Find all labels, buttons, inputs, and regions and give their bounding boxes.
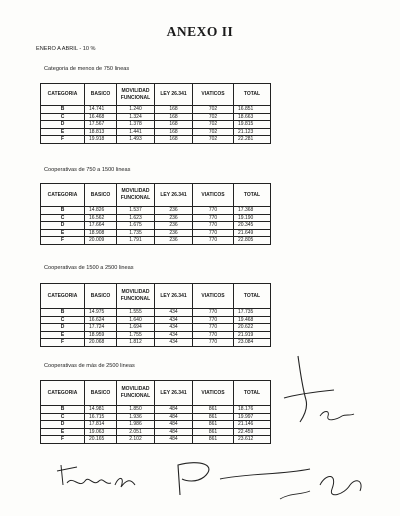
cell-movilidad: 1.735 [117,229,155,237]
cell-viaticos: 702 [193,136,234,144]
table-row [41,324,271,332]
table-row [41,436,271,444]
cell-ley: 434 [155,324,193,332]
cell-basico: 19.063 [85,428,117,436]
cell-viaticos: 770 [193,324,234,332]
cell-movilidad: 1.324 [117,113,155,121]
header-viaticos: VIATICOS [193,284,234,309]
cell-total: 22.459 [234,428,271,436]
header-movilidad: MOVILIDAD FUNCIONAL [117,184,155,207]
section-title: Cooperativas de 750 a 1500 lineas [44,167,131,173]
table-row [41,106,271,114]
cell-categoria: E [41,428,85,436]
cell-movilidad: 1.640 [117,316,155,324]
cell-movilidad: 1.791 [117,237,155,245]
header-ley: LEY 26.341 [155,284,193,309]
header-total: TOTAL [234,84,271,106]
cell-ley: 236 [155,214,193,222]
cell-total: 19.997 [234,413,271,421]
cell-movilidad: 1.755 [117,331,155,339]
cell-basico: 17.814 [85,421,117,429]
cell-categoria: C [41,316,85,324]
cell-ley: 236 [155,222,193,230]
cell-basico: 18.908 [85,229,117,237]
header-movilidad: MOVILIDAD FUNCIONAL [117,284,155,309]
header-categoria: CATEGORIA [41,184,85,207]
cell-movilidad: 1.986 [117,421,155,429]
period-subtitle: ENERO A ABRIL - 10 % [36,46,96,52]
cell-categoria: F [41,136,85,144]
cell-basico: 19.918 [85,136,117,144]
salary-table [40,380,271,444]
cell-movilidad: 1.675 [117,222,155,230]
cell-total: 19.815 [234,121,271,129]
cell-categoria: E [41,128,85,136]
cell-basico: 16.624 [85,316,117,324]
cell-total: 21.146 [234,421,271,429]
cell-categoria: B [41,207,85,215]
section-title: Categoria de menos de 750 lineas [44,66,130,72]
cell-ley: 434 [155,309,193,317]
cell-categoria: D [41,324,85,332]
cell-total: 18.663 [234,113,271,121]
cell-basico: 18.959 [85,331,117,339]
cell-movilidad: 1.694 [117,324,155,332]
header-total: TOTAL [234,284,271,309]
cell-basico: 20.165 [85,436,117,444]
cell-categoria: F [41,237,85,245]
header-ley: LEY 26.341 [155,381,193,406]
cell-ley: 484 [155,428,193,436]
cell-categoria: F [41,339,85,347]
cell-ley: 236 [155,207,193,215]
cell-movilidad: 2.102 [117,436,155,444]
cell-categoria: D [41,121,85,129]
cell-movilidad: 1.555 [117,309,155,317]
cell-basico: 17.724 [85,324,117,332]
cell-ley: 434 [155,331,193,339]
cell-basico: 16.468 [85,113,117,121]
cell-viaticos: 770 [193,214,234,222]
cell-total: 20.622 [234,324,271,332]
table-row [41,339,271,347]
cell-viaticos: 770 [193,207,234,215]
cell-ley: 168 [155,128,193,136]
cell-total: 19.468 [234,316,271,324]
table-row [41,237,271,245]
signature-bottom-icon [160,455,380,510]
cell-categoria: C [41,113,85,121]
section-title: Cooperativas de más de 2500 lineas [44,363,135,369]
cell-ley: 484 [155,413,193,421]
table-row [41,229,271,237]
cell-viaticos: 770 [193,237,234,245]
cell-total: 21.649 [234,229,271,237]
cell-basico: 14.741 [85,106,117,114]
cell-categoria: C [41,214,85,222]
table-row [41,309,271,317]
cell-ley: 168 [155,113,193,121]
cell-categoria: B [41,406,85,414]
cell-viaticos: 861 [193,406,234,414]
header-movilidad: MOVILIDAD FUNCIONAL [117,381,155,406]
header-categoria: CATEGORIA [41,84,85,106]
cell-ley: 236 [155,229,193,237]
section-title: Cooperativas de 1500 a 2500 lineas [44,265,134,271]
header-basico: BASICO [85,381,117,406]
cell-basico: 16.562 [85,214,117,222]
header-movilidad: MOVILIDAD FUNCIONAL [117,84,155,106]
cell-movilidad: 1.812 [117,339,155,347]
table-row [41,214,271,222]
cell-viaticos: 770 [193,222,234,230]
header-total: TOTAL [234,381,271,406]
cell-categoria: C [41,413,85,421]
cell-total: 18.176 [234,406,271,414]
cell-viaticos: 702 [193,128,234,136]
cell-viaticos: 770 [193,339,234,347]
header-viaticos: VIATICOS [193,184,234,207]
table-row [41,421,271,429]
cell-basico: 18.813 [85,128,117,136]
cell-viaticos: 770 [193,309,234,317]
cell-movilidad: 1.623 [117,214,155,222]
salary-table [40,83,271,144]
cell-movilidad: 2.051 [117,428,155,436]
cell-total: 22.281 [234,136,271,144]
cell-ley: 434 [155,339,193,347]
header-viaticos: VIATICOS [193,84,234,106]
page-title: ANEXO II [166,24,234,39]
cell-movilidad: 1.850 [117,406,155,414]
header-viaticos: VIATICOS [193,381,234,406]
cell-total: 17.735 [234,309,271,317]
cell-ley: 484 [155,436,193,444]
cell-total: 19.190 [234,214,271,222]
cell-viaticos: 861 [193,413,234,421]
cell-total: 21.919 [234,331,271,339]
cell-movilidad: 1.493 [117,136,155,144]
header-ley: LEY 26.341 [155,184,193,207]
cell-viaticos: 702 [193,106,234,114]
cell-categoria: B [41,106,85,114]
cell-ley: 168 [155,136,193,144]
cell-viaticos: 861 [193,421,234,429]
cell-basico: 20.009 [85,237,117,245]
cell-basico: 20.068 [85,339,117,347]
cell-categoria: D [41,222,85,230]
salary-table [40,283,271,347]
cell-ley: 168 [155,121,193,129]
cell-viaticos: 861 [193,436,234,444]
cell-categoria: D [41,421,85,429]
cell-movilidad: 1.537 [117,207,155,215]
cell-viaticos: 702 [193,121,234,129]
cell-viaticos: 702 [193,113,234,121]
cell-total: 20.345 [234,222,271,230]
cell-basico: 14.975 [85,309,117,317]
cell-movilidad: 1.240 [117,106,155,114]
table-row [41,121,271,129]
header-ley: LEY 26.341 [155,84,193,106]
cell-total: 23.612 [234,436,271,444]
cell-basico: 14.981 [85,406,117,414]
cell-ley: 168 [155,106,193,114]
cell-total: 22.805 [234,237,271,245]
table-row [41,207,271,215]
cell-total: 17.368 [234,207,271,215]
table-row [41,128,271,136]
cell-total: 23.084 [234,339,271,347]
cell-viaticos: 770 [193,229,234,237]
header-categoria: CATEGORIA [41,381,85,406]
cell-categoria: E [41,331,85,339]
table-row [41,316,271,324]
header-basico: BASICO [85,284,117,309]
cell-basico: 16.715 [85,413,117,421]
cell-viaticos: 770 [193,331,234,339]
signature-right-icon [280,350,370,435]
table-row [41,136,271,144]
cell-total: 21.123 [234,128,271,136]
header-categoria: CATEGORIA [41,284,85,309]
table-row [41,331,271,339]
cell-categoria: F [41,436,85,444]
signature-left-icon [55,455,165,495]
cell-viaticos: 861 [193,428,234,436]
table-row [41,406,271,414]
table-row [41,222,271,230]
table-row [41,413,271,421]
cell-basico: 17.664 [85,222,117,230]
cell-ley: 484 [155,421,193,429]
cell-viaticos: 770 [193,316,234,324]
header-basico: BASICO [85,184,117,207]
header-total: TOTAL [234,184,271,207]
cell-movilidad: 1.378 [117,121,155,129]
cell-categoria: E [41,229,85,237]
cell-movilidad: 1.936 [117,413,155,421]
cell-ley: 434 [155,316,193,324]
cell-basico: 17.567 [85,121,117,129]
cell-ley: 236 [155,237,193,245]
header-basico: BASICO [85,84,117,106]
cell-ley: 484 [155,406,193,414]
salary-table [40,183,271,245]
table-row [41,428,271,436]
cell-total: 16.851 [234,106,271,114]
cell-categoria: B [41,309,85,317]
table-row [41,113,271,121]
cell-movilidad: 1.441 [117,128,155,136]
cell-basico: 14.826 [85,207,117,215]
